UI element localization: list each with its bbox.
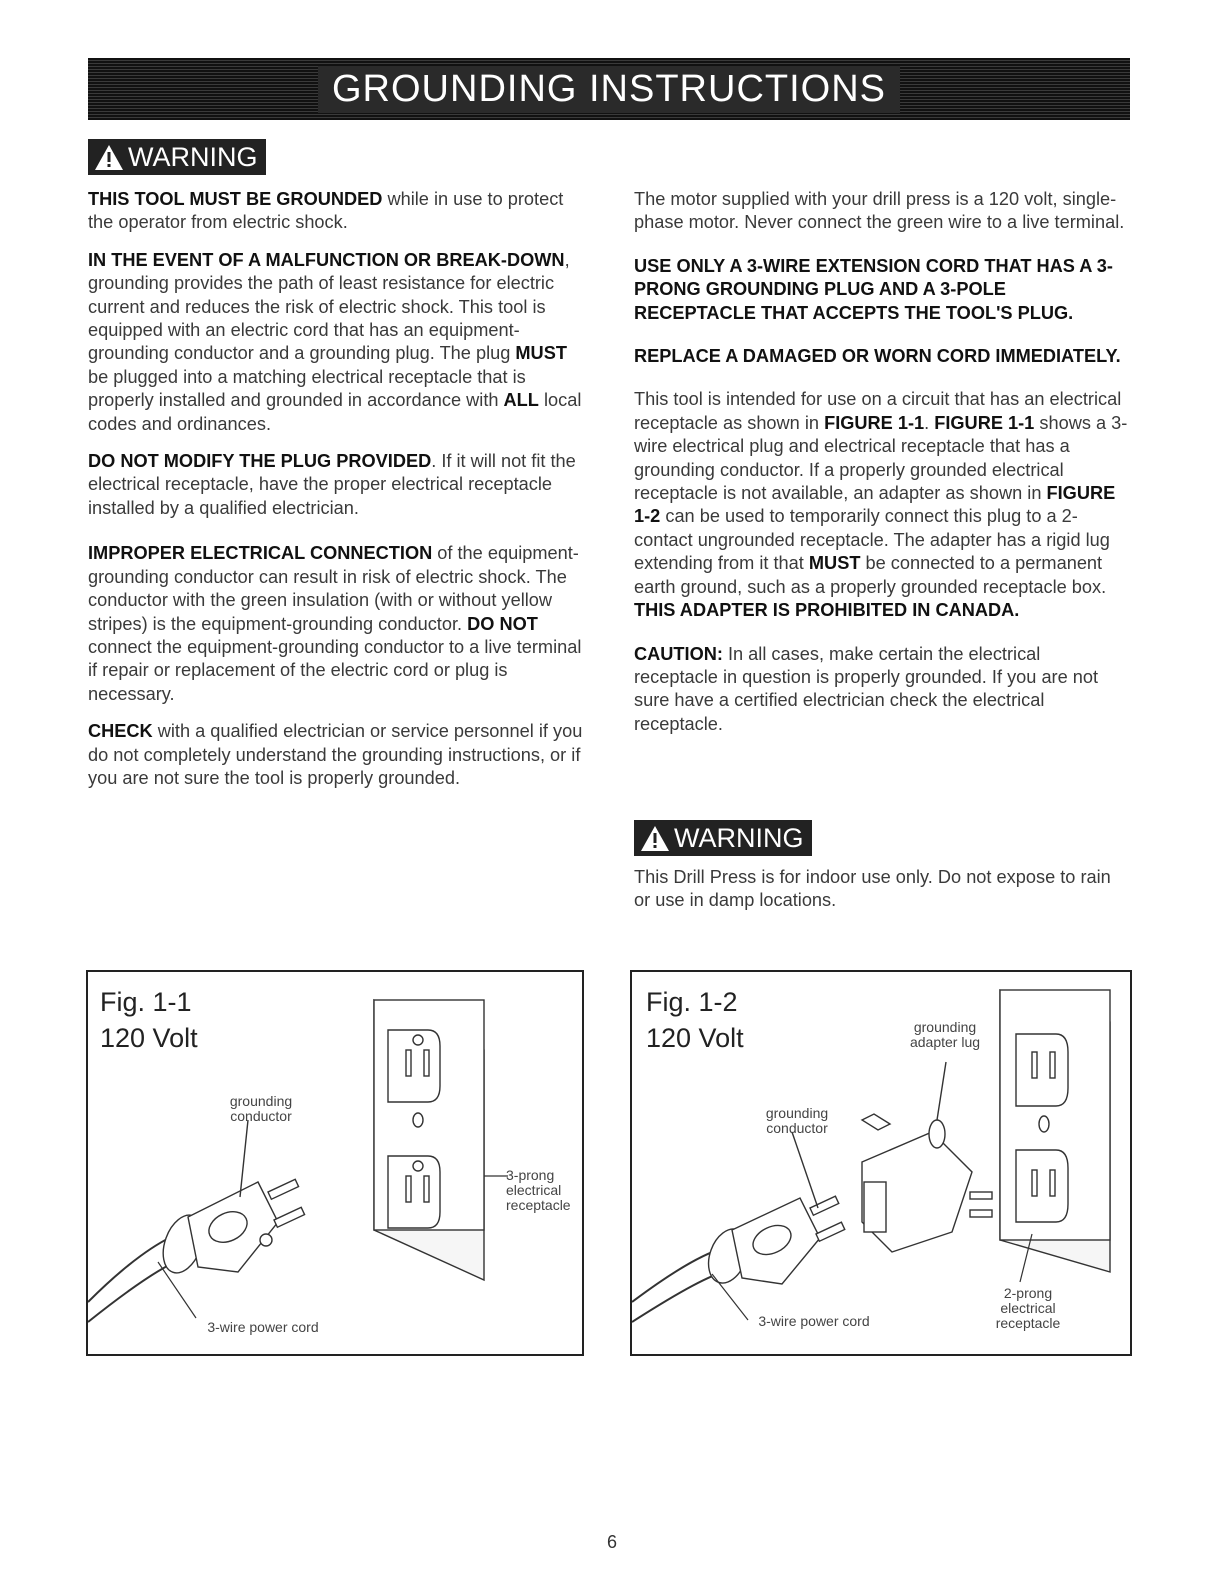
figure-voltage: 120 Volt <box>100 1023 198 1053</box>
figure-reference: FIGURE 1-2 <box>634 483 1116 527</box>
lead-text: CAUTION: <box>634 643 723 664</box>
lead-text: CHECK <box>88 721 153 742</box>
body-text: while in use to protect the operator from electric shock. <box>88 189 564 233</box>
paragraph-improper <box>88 542 588 706</box>
figure-1-2 <box>630 970 1132 1356</box>
body-text: with a qualified electrician or service personnel if you do not completely understand the grounding instructions, or if you are not sure the tool is properly grounded. <box>88 721 583 788</box>
label-adapter-lug: grounding adapter lug <box>909 1019 981 1050</box>
header-banner <box>88 58 1130 120</box>
receptacle-plate <box>1000 990 1110 1272</box>
warning-badge-right <box>634 820 812 856</box>
figure-title: Fig. 1-1 <box>100 987 192 1017</box>
body-text: This tool is intended for use on a circuit that has an electrical receptacle as shown in <box>634 389 1122 433</box>
label-grounding-conductor: grounding conductor <box>229 1093 293 1124</box>
paragraph-malfunction <box>88 249 588 436</box>
body-text: In all cases, make certain the electrical receptacle in question is properly grounded. If you are not sure have a certified electrician check the electrical receptacle. <box>634 643 1099 734</box>
receptacle-plate <box>374 1000 484 1280</box>
paragraph-check <box>88 720 588 790</box>
paragraph-motor: The motor supplied with your drill press is a 120 volt, single-phase motor. Never connect the green wire to a live terminal. <box>634 189 1125 233</box>
left-column <box>88 188 588 804</box>
body-text: connect the equipment-grounding conductor to a live terminal if repair or replacement of the electric cord or plug is necessary. <box>88 636 582 704</box>
figure-title: Fig. 1-2 <box>646 987 738 1017</box>
warning-label: WARNING <box>674 822 804 853</box>
lead-text: IN THE EVENT OF A MALFUNCTION OR BREAK-DOWN <box>88 249 565 270</box>
label-receptacle: 3-prong electrical receptacle <box>506 1167 571 1213</box>
paragraph-modify <box>88 450 588 520</box>
page-number: 6 <box>606 1532 617 1552</box>
power-cord-plug <box>88 1179 305 1322</box>
paragraph-extension-cord: USE ONLY A 3-WIRE EXTENSION CORD THAT HAS A 3-PRONG GROUNDING PLUG AND A 3-POLE RECEPTACLE THAT ACCEPTS THE TOOL'S PLUG. <box>634 255 1113 323</box>
adapter <box>862 1114 992 1252</box>
body-text: , grounding provides the path of least resistance for electric current and reduces the risk of electric shock. This tool is equipped with an electric cord that has an equipment-grounding conductor and a grounding plug. The plug <box>88 249 570 364</box>
body-text: . If it will not fit the electrical receptacle, have the proper electrical receptacle installed by a qualified electrician. <box>88 451 576 518</box>
body-text: be connected to a permanent earth ground, such as a properly grounded receptacle box. <box>634 553 1107 597</box>
label-power-cord: 3-wire power cord <box>758 1313 870 1329</box>
label-grounding-conductor: grounding conductor <box>765 1105 829 1136</box>
body-text: be plugged into a matching electrical receptacle that is properly installed and grounded in accordance with <box>88 366 526 411</box>
body-text: can be used to temporarily connect this plug to a 2-contact ungrounded receptacle. The adapter has a rigid lug extending from it that <box>634 506 1110 574</box>
emphasis-text: THIS ADAPTER IS PROHIBITED IN CANADA. <box>634 600 1020 621</box>
emphasis-text: ALL <box>503 390 539 411</box>
lead-text: IMPROPER ELECTRICAL CONNECTION <box>88 543 433 564</box>
paragraph-replace-cord: REPLACE A DAMAGED OR WORN CORD IMMEDIATELY. <box>634 346 1121 367</box>
figure-1-1 <box>86 970 584 1356</box>
figure-reference: FIGURE 1-1 <box>824 412 925 433</box>
body-text: shows a 3-wire electrical plug and electrical receptacle that has a grounding conductor. If a properly grounded electrical receptacle is not available, an adapter as shown in <box>634 412 1128 504</box>
warning-triangle-icon <box>640 824 670 852</box>
paragraph-caution <box>634 643 1128 737</box>
warning-label: WARNING <box>128 141 258 172</box>
warning-badge-left <box>88 139 266 175</box>
right-column <box>634 188 1128 750</box>
paragraph-grounded <box>88 188 588 235</box>
emphasis-text: MUST <box>808 553 861 574</box>
lead-text: DO NOT MODIFY THE PLUG PROVIDED <box>88 451 432 472</box>
power-cord-plug <box>632 1196 845 1322</box>
figure-reference: FIGURE 1-1 <box>934 412 1035 433</box>
lead-text: THIS TOOL MUST BE GROUNDED <box>88 189 383 209</box>
indoor-use-note <box>634 866 1128 927</box>
paragraph-indoor: This Drill Press is for indoor use only. Do not expose to rain or use in damp locations. <box>634 867 1111 911</box>
emphasis-text: MUST <box>515 343 567 364</box>
figure-voltage: 120 Volt <box>646 1023 744 1053</box>
figure-1-1-drawing <box>88 972 582 1354</box>
body-text: of the equipment-grounding conductor can result in risk of electric shock. The conductor with the green insulation (with or without yellow stripes) is the equipment-grounding conductor. <box>88 543 579 634</box>
body-text: local codes and ordinances. <box>88 390 582 434</box>
body-text: . <box>924 412 935 433</box>
page-title: GROUNDING INSTRUCTIONS <box>318 66 900 113</box>
label-receptacle: 2-prong electrical receptacle <box>995 1285 1061 1331</box>
emphasis-text: DO NOT <box>467 613 538 634</box>
paragraph-circuit <box>634 388 1128 622</box>
warning-triangle-icon <box>94 143 124 171</box>
label-power-cord: 3-wire power cord <box>207 1319 319 1335</box>
